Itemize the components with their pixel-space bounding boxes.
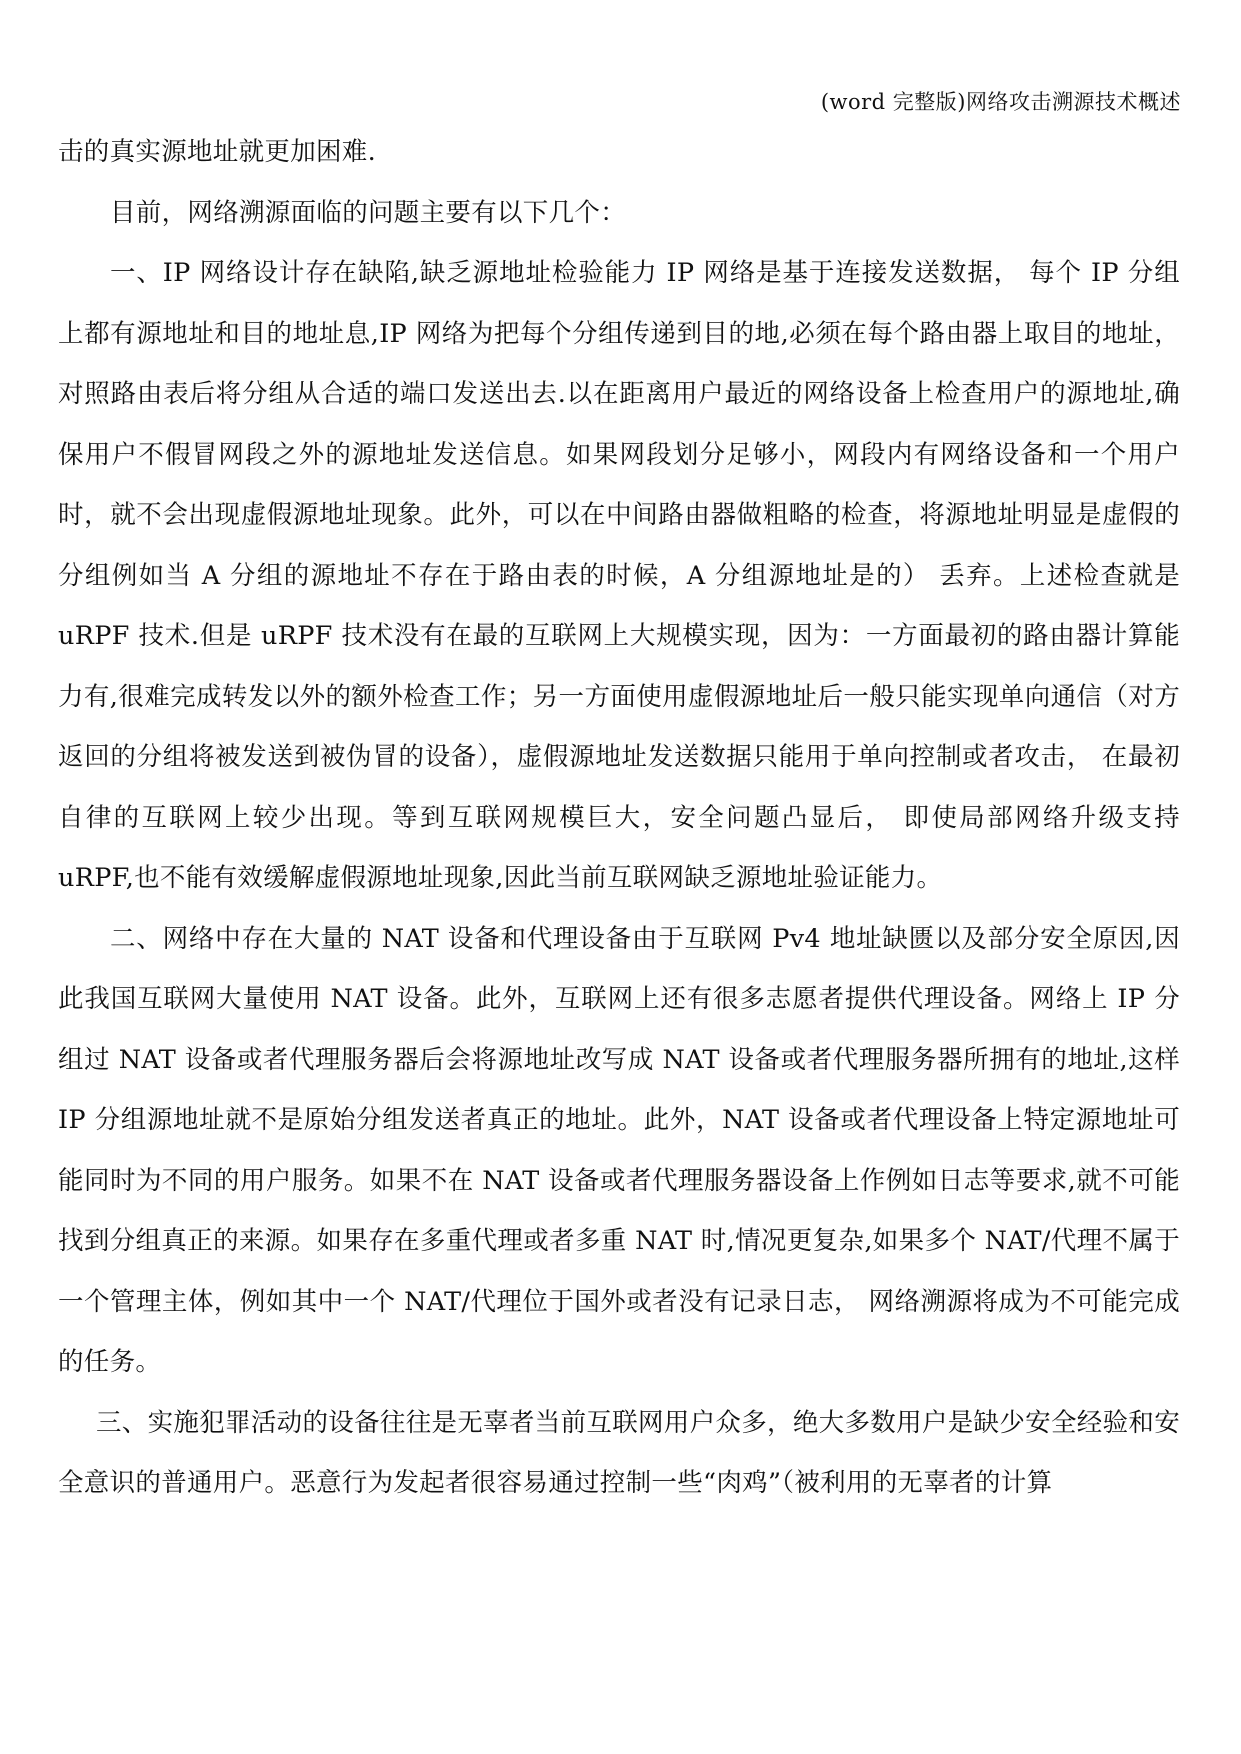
document-body [58, 122, 1180, 1514]
paragraph-intro: 目前，网络溯源面临的问题主要有以下几个： [110, 197, 627, 228]
paragraph-point-one: 一、IP 网络设计存在缺陷,缺乏源地址检验能力 IP 网络是基于连接发送数据， 每个 IP 分组上都有源地址和目的地址息,IP 网络为把每个分组传递到目的地,必须在每个路由器上取目的地址，对照路由表后将分组从合适的端口发送出去.以在距离用户最近的网络设备上检查用户的源地址,确保用户不假冒网段之外的源地址发送信息。如果网段划分足够小，网段内有网络设备和一个用户时，就不会出现虚假源地址现象。此外，可以在中间路由器做粗略的检查，将源地址明显是虚假的分组例如当 A 分组的源地址不存在于路由表的时候，A 分组源地址是的） 丢弃。上述检查就是 uRPF 技术.但是 uRPF 技术没有在最的互联网上大规模实现，因为：一方面最初的路由器计算能力有,很难完成转发以外的额外检查工作；另一方面使用虚假源地址后一般只能实现单向通信（对方返回的分组将被发送到被伪冒的设备），虚假源地址发送数据只能用于单向控制或者攻击， 在最初自律的互联网上较少出现。等到互联网规模巨大，安全问题凸显后， 即使局部网络升级支持 uRPF,也不能有效缓解虚假源地址现象,因此当前互联网缺乏源地址验证能力。 [58, 258, 1180, 893]
paragraph-point-two: 二、网络中存在大量的 NAT 设备和代理设备由于互联网 Pv4 地址缺匮以及部分安全原因,因此我国互联网大量使用 NAT 设备。此外，互联网上还有很多志愿者提供代理设备。网络上 IP 分组过 NAT 设备或者代理服务器后会将源地址改写成 NAT 设备或者代理服务器所拥有的地址,这样 IP 分组源地址就不是原始分组发送者真正的地址。此外，NAT 设备或者代理设备上特定源地址可能同时为不同的用户服务。如果不在 NAT 设备或者代理服务器设备上作例如日志等要求,就不可能找到分组真正的来源。如果存在多重代理或者多重 NAT 时,情况更复杂,如果多个 NAT/代理不属于一个管理主体，例如其中一个 NAT/代理位于国外或者没有记录日志， 网络溯源将成为不可能完成的任务。 [58, 923, 1180, 1377]
paragraph-continuation: 击的真实源地址就更加困难. [58, 137, 377, 167]
running-header: (word 完整版)网络攻击溯源技术概述 [820, 90, 1181, 114]
paragraph-point-three: 三、实施犯罪活动的设备往往是无辜者当前互联网用户众多，绝大多数用户是缺少安全经验和安全意识的普通用户。恶意行为发起者很容易通过控制一些“肉鸡”（被利用的无辜者的计算 [58, 1407, 1180, 1498]
